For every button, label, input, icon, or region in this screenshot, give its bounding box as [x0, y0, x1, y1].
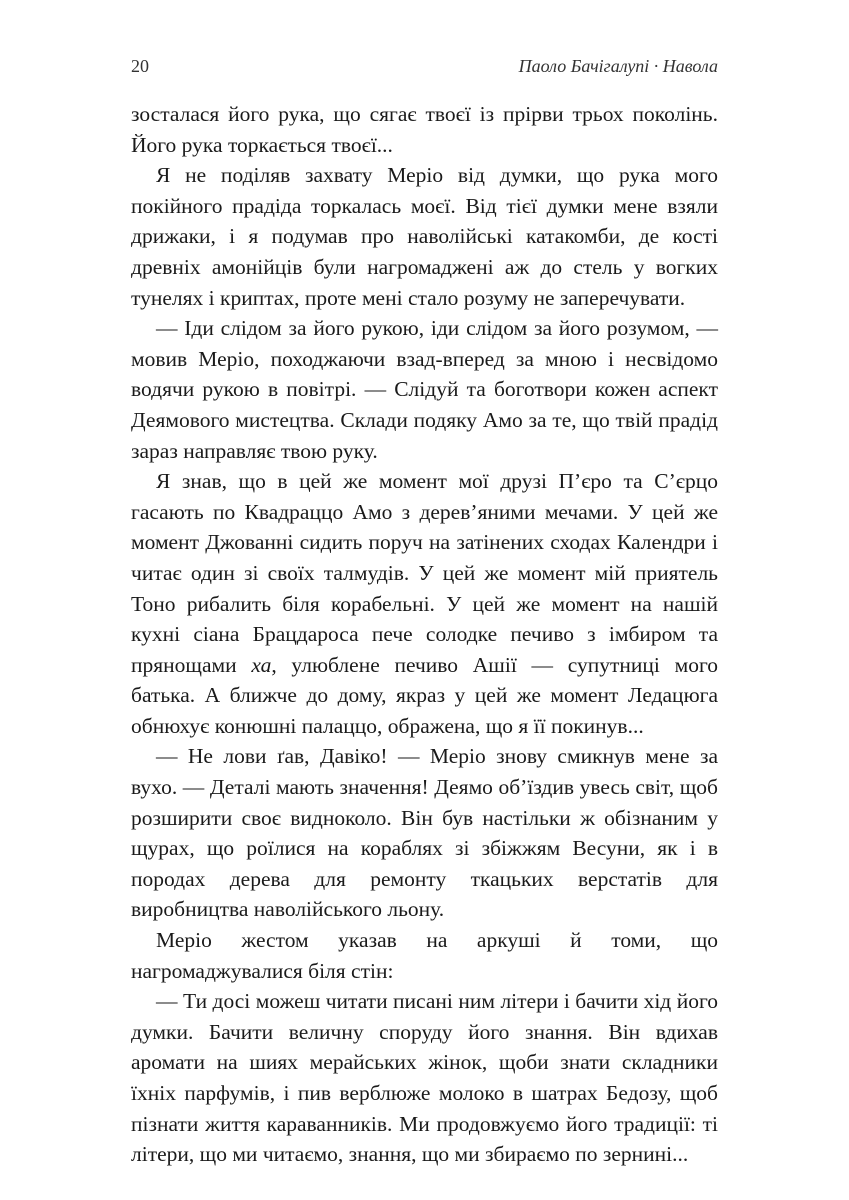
paragraph: зосталася його рука, що сягає твоєї із прірви трьох поколінь. Його рука торкається твоєї...	[131, 102, 718, 157]
page-header	[131, 56, 718, 82]
body-text	[131, 99, 718, 1170]
paragraph: — Ти досі можеш читати писані ним літери і бачити хід його думки. Бачити величну споруду його знання. Він вдихав аромати на шиях мерайських жінок, щоби знати складники їхніх парфумів, і пив верблюже молоко в шатрах Бедозу, щоб пізнати життя караванників. Ми продовжуємо його традиції: ті літери, що ми читаємо, знання, що ми збираємо по зернині...	[131, 989, 718, 1167]
paragraph: Я не поділяв захвату Меріо від думки, що рука мого покійного прадіда торкалась моєї. Від тієї думки мене взяли дрижаки, і я подумав про наволійські катакомби, де кості древніх амонійців були нагромаджені аж до стель у вогких тунелях і криптах, проте мені стало розуму не заперечувати.	[131, 163, 718, 310]
paragraph-text: Я знав, що в цей же момент мої друзі П’єро та С’єрцо гасають по Квадраццо Амо з дерев’яними мечами. У цей же момент Джованні сидить поруч на затінених сходах Календри і читає один зі своїх талмудів. У цей же момент мій приятель Тоно рибалить біля корабельні. У цей же момент на нашій кухні сіана Брацдароса пече солодке печиво з імбиром та прянощами	[131, 469, 718, 677]
page-number: 20	[131, 56, 149, 76]
paragraph: Меріо жестом указав на аркуші й томи, що нагромаджувалися біля стін:	[131, 928, 718, 983]
paragraph-text: , улюблене печиво Ашії — супутниці мого батька. А ближче до дому, якраз у цей же момент Ледацюга обнюхує конюшні палаццо, ображена, що я її покинув...	[131, 652, 718, 738]
italic-word: ха	[251, 652, 272, 677]
paragraph: — Не лови ґав, Давіко! — Меріо знову смикнув мене за вухо. — Деталі мають значення! Деямо об’їздив увесь світ, щоб розширити своє видноколо. Він був настільки ж обізнаним у щурах, що роїлися на кораблях зі збіжжям Весуни, як і в породах дерева для ремонту ткацьких верстатів для виробництва наволійського льону.	[131, 744, 718, 922]
running-head: Паоло Бачігалупі · Навола	[518, 56, 718, 76]
paragraph: — Іди слідом за його рукою, іди слідом за його розумом, — мовив Меріо, походжаючи взад-вперед за мною і несвідомо водячи рукою в повітрі. — Слідуй та боготвори кожен аспект Деямового мистецтва. Склади подяку Амо за те, що твій прадід зараз направляє твою руку.	[131, 316, 718, 463]
paragraph	[131, 466, 718, 741]
